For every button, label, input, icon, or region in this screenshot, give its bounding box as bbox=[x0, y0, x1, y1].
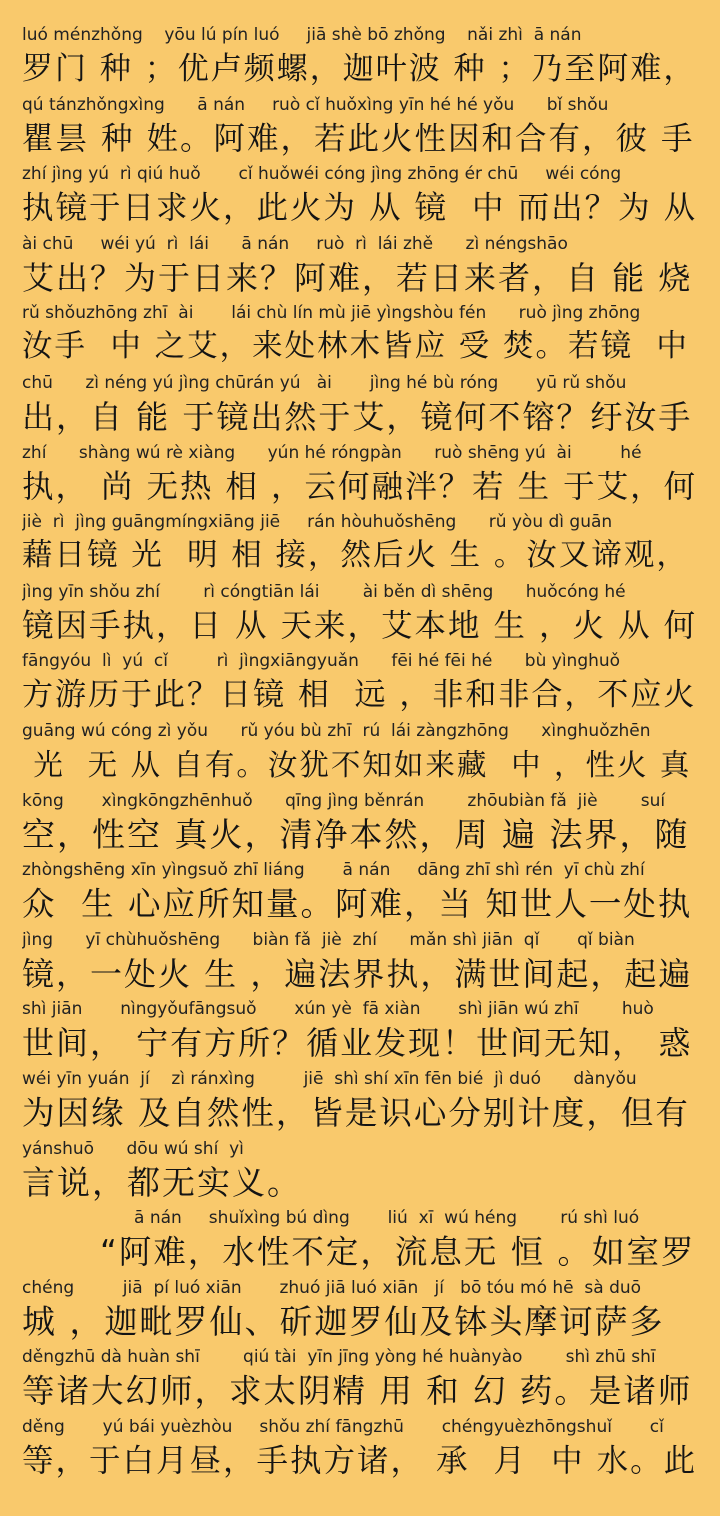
chinese-text: “阿难，水性不定，流息无 恒 。如室罗 bbox=[100, 1233, 696, 1272]
pinyin-annotation: luó ménzhǒng yōu lú pín luó jiā shè bō zhǒng nǎi zhì ā nán bbox=[22, 25, 582, 45]
chinese-text: 汝手 中 之艾，来处林木皆应 受 焚。若镜 中 bbox=[22, 329, 689, 365]
chinese-text: 世间， 宁有方所？循业发现！世间无知， 惑 bbox=[22, 1024, 693, 1063]
pinyin-annotation: jìng yī chùhuǒshēng biàn fǎ jiè zhí mǎn shì jiān qǐ qǐ biàn bbox=[22, 929, 635, 950]
text-line bbox=[22, 372, 698, 442]
text-line bbox=[22, 233, 698, 303]
text-line bbox=[22, 581, 698, 651]
chinese-text: 为因缘 及自然性，皆是识心分别计度，但有 bbox=[22, 1094, 690, 1132]
chinese-text: 空，性空 真火，清净本然，周 遍 法界，随 bbox=[22, 814, 690, 854]
pinyin-annotation: jiè rì jìng guāngmíngxiāng jiē rán hòuhuǒshēng rǔ yòu dì guān bbox=[22, 512, 613, 533]
chinese-text: 光 无 从 自有。汝犹不知如来藏 中 ，性火 真 bbox=[22, 748, 692, 782]
chinese-text: 执镜于日求火，此火为 从 镜 中 而出？为 从 bbox=[22, 190, 698, 227]
pinyin-annotation: wéi yīn yuán jí zì ránxìng jiē shì shí xīn fēn bié jì duó dànyǒu bbox=[22, 1069, 637, 1089]
chinese-text: 等，于白月昼，手执方诸， 承 月 中 水。此 bbox=[22, 1443, 698, 1479]
text-line bbox=[22, 1207, 698, 1277]
chinese-text: 罗门 种 ；优卢频螺，迦叶波 种 ；乃至阿难， bbox=[22, 51, 697, 87]
text-line bbox=[22, 1068, 698, 1138]
pinyin-annotation: rǔ shǒuzhōng zhī ài lái chù lín mù jiē yìngshòu fén ruò jìng zhōng bbox=[22, 303, 641, 324]
pinyin-annotation: zhòngshēng xīn yìngsuǒ zhī liáng ā nán dāng zhī shì rén yī chù zhí bbox=[22, 860, 645, 881]
chinese-text: 众 生 心应所知量。阿难，当 知世人一处执 bbox=[22, 885, 693, 924]
text-line bbox=[22, 1277, 698, 1347]
pinyin-annotation: chéng jiā pí luó xiān zhuó jiā luó xiān jí bō tóu mó hē sà duō bbox=[22, 1277, 642, 1298]
chinese-text: 言说，都无实义。 bbox=[22, 1162, 302, 1202]
pinyin-annotation: jìng yīn shǒu zhí rì cóngtiān lái ài běn dì shēng huǒcóng hé bbox=[22, 581, 626, 602]
text-line bbox=[22, 929, 698, 999]
pinyin-annotation: fāngyóu lì yú cǐ rì jìngxiāngyuǎn fēi hé fēi hé bù yìnghuǒ bbox=[22, 651, 621, 672]
pinyin-annotation: qú tánzhǒngxìng ā nán ruò cǐ huǒxìng yīn hé hé yǒu bǐ shǒu bbox=[22, 94, 609, 115]
chinese-text: 方游历于此？日镜 相 远 ，非和非合，不应火 bbox=[22, 677, 697, 714]
text-line bbox=[22, 650, 698, 720]
pinyin-annotation: ài chū wéi yú rì lái ā nán ruò rì lái zhě zì néngshāo bbox=[22, 233, 568, 254]
text-line bbox=[22, 1416, 698, 1486]
chinese-text: 城 ，迦毗罗仙、斫迦罗仙及钵头摩诃萨多 bbox=[22, 1301, 665, 1341]
chinese-text: 镜因手执，日 从 天来，艾本地 生 ，火 从 何 bbox=[22, 607, 698, 644]
text-line bbox=[22, 442, 698, 512]
text-line bbox=[22, 998, 698, 1068]
text-line bbox=[22, 302, 698, 372]
text-line bbox=[22, 24, 698, 94]
text-line bbox=[22, 511, 698, 581]
pinyin-annotation: chū zì néng yú jìng chūrán yú ài jìng hé bù róng yū rǔ shǒu bbox=[22, 373, 627, 393]
pinyin-annotation: děngzhū dà huàn shī qiú tài yīn jīng yòng hé huànyào shì zhū shī bbox=[22, 1347, 656, 1368]
pinyin-annotation: guāng wú cóng zì yǒu rǔ yóu bù zhī rú lái zàngzhōng xìnghuǒzhēn bbox=[22, 721, 651, 741]
text-line bbox=[22, 1346, 698, 1416]
chinese-text: 镜，一处火 生 ，遍法界执，满世间起，起遍 bbox=[22, 954, 693, 993]
chinese-text: 藉日镜 光 明 相 接，然后火 生 。汝又谛观， bbox=[22, 538, 689, 574]
text-line bbox=[22, 163, 698, 233]
pinyin-annotation: kōng xìngkōngzhēnhuǒ qīng jìng běnrán zhōubiàn fǎ jiè suí bbox=[22, 790, 666, 811]
pinyin-annotation: děng yú bái yuèzhòu shǒu zhí fāngzhū chéngyuèzhōngshuǐ cǐ bbox=[22, 1417, 664, 1437]
text-line bbox=[22, 790, 698, 860]
pinyin-annotation: ā nán shuǐxìng bú dìng liú xī wú héng rú shì luó bbox=[134, 1208, 640, 1229]
chinese-text: 艾出？为于日来？阿难，若日来者，自 能 烧 bbox=[22, 258, 693, 297]
text-line bbox=[22, 1138, 698, 1208]
chinese-text: 出，自 能 于镜出然于艾，镜何不镕？纡汝手 bbox=[22, 398, 693, 436]
text-line bbox=[22, 859, 698, 929]
text-line bbox=[22, 720, 698, 790]
text-line bbox=[22, 94, 698, 164]
chinese-text: 执， 尚 无热 相 ，云何融泮？若 生 于艾，何 bbox=[22, 468, 698, 505]
chinese-text: 等诸大幻师，求太阴精 用 和 幻 药。是诸师 bbox=[22, 1372, 693, 1411]
pinyin-annotation: yánshuō dōu wú shí yì bbox=[22, 1138, 244, 1159]
pinyin-annotation: zhí shàng wú rè xiàng yún hé róngpàn ruò shēng yú ài hé bbox=[22, 442, 642, 463]
pinyin-annotation: shì jiān nìngyǒufāngsuǒ xún yè fā xiàn shì jiān wú zhī huò bbox=[22, 999, 654, 1020]
pinyin-annotation: zhí jìng yú rì qiú huǒ cǐ huǒwéi cóng jìng zhōng ér chū wéi cóng bbox=[22, 164, 622, 185]
chinese-text: 瞿昙 种 姓。阿难，若此火性因和合有，彼 手 bbox=[22, 120, 695, 157]
